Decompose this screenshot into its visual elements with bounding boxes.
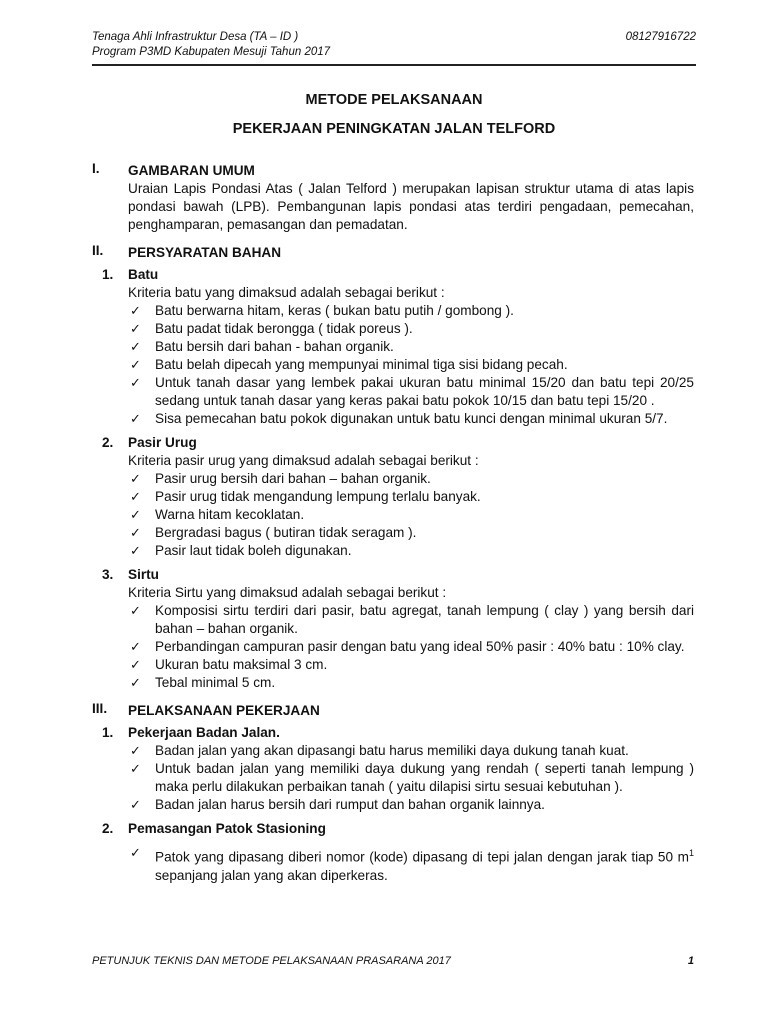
footer-text: PETUNJUK TEKNIS DAN METODE PELAKSANAAN PRASARANA 2017	[92, 955, 451, 967]
document-title: METODE PELAKSANAAN	[305, 92, 483, 108]
check-icon: ✓	[130, 303, 141, 318]
superscript: 1	[688, 848, 694, 858]
subsection-number: 1.	[102, 725, 114, 740]
list-item: ✓ Badan jalan harus bersih dari rumput dan bahan organik lainnya.	[130, 797, 545, 812]
list-item: ✓ Pasir laut tidak boleh digunakan.	[130, 543, 352, 558]
subsection-number: 2.	[102, 435, 114, 450]
section-number: III.	[92, 701, 108, 716]
list-item: ✓ Batu bersih dari bahan - bahan organik.	[130, 339, 394, 354]
check-icon: ✓	[130, 761, 141, 776]
check-icon: ✓	[130, 797, 141, 812]
list-item: ✓ Komposisi sirtu terdiri dari pasir, batu agregat, tanah lempung ( clay ) yang bersih dari bahan – bahan organik.	[130, 603, 694, 636]
page-footer	[92, 955, 694, 967]
check-icon: ✓	[130, 321, 141, 336]
check-icon: ✓	[130, 471, 141, 486]
check-icon: ✓	[130, 525, 141, 540]
check-icon: ✓	[130, 489, 141, 504]
subsection-patok-stasioning	[0, 820, 768, 885]
checklist	[0, 742, 768, 814]
page-header	[92, 30, 696, 60]
checklist	[0, 602, 768, 692]
list-item: ✓ Untuk tanah dasar yang lembek pakai ukuran batu minimal 15/20 dan batu tepi 20/25 sedang untuk tanah dasar yang keras pakai batu pokok 10/15 dan batu tepi 15/20 .	[130, 375, 694, 408]
header-program: Program P3MD Kabupaten Mesuji Tahun 2017	[92, 46, 331, 58]
list-item: ✓ Sisa pemecahan batu pokok digunakan untuk batu kunci dengan minimal ukuran 5/7.	[130, 411, 668, 426]
subsection-number: 3.	[102, 567, 114, 582]
subsection-title: Pekerjaan Badan Jalan.	[128, 725, 280, 740]
section-gambaran-umum	[0, 160, 768, 234]
list-item: ✓ Patok yang dipasang diberi nomor (kode) dipasang di tepi jalan dengan jarak tiap 50 $m^1$ sepanjang jalan yang akan diperkeras.	[130, 845, 694, 883]
section-pelaksanaan-pekerjaan	[0, 700, 768, 885]
check-icon: ✓	[130, 339, 141, 354]
check-icon: ✓	[130, 743, 141, 758]
subsection-title: Pemasangan Patok Stasioning	[128, 821, 326, 836]
subsection-title: Pasir Urug	[128, 435, 197, 450]
checklist	[0, 302, 768, 428]
section-title: PERSYARATAN BAHAN	[128, 245, 282, 260]
list-item: ✓ Tebal minimal 5 cm.	[130, 675, 276, 690]
subsection-number: 2.	[102, 821, 114, 836]
checklist	[0, 470, 768, 560]
page-number: 1	[687, 955, 694, 967]
list-item: ✓ Pasir urug bersih dari bahan – bahan organik.	[130, 471, 431, 486]
check-icon: ✓	[130, 411, 141, 426]
header-role: Tenaga Ahli Infrastruktur Desa (TA – ID )	[92, 31, 299, 43]
check-icon: ✓	[130, 639, 141, 654]
check-icon: ✓	[130, 675, 141, 690]
list-item: ✓ Pasir urug tidak mengandung lempung terlalu banyak.	[130, 489, 481, 504]
check-icon: ✓	[130, 543, 141, 558]
check-icon: ✓	[130, 375, 141, 390]
list-item: ✓ Bergradasi bagus ( butiran tidak seragam ).	[130, 525, 417, 540]
header-divider	[92, 64, 696, 66]
list-item: ✓ Warna hitam kecoklatan.	[130, 507, 305, 522]
header-phone: 08127916722	[625, 31, 696, 43]
list-item: ✓ Batu berwarna hitam, keras ( bukan batu putih / gombong ).	[130, 303, 514, 318]
subsection-title: Batu	[128, 267, 159, 282]
subsection-intro: Kriteria pasir urug yang dimaksud adalah sebagai berikut :	[128, 453, 479, 468]
check-icon: ✓	[130, 845, 141, 860]
subsection-batu	[0, 266, 768, 428]
subsection-intro: Kriteria Sirtu yang dimaksud adalah sebagai berikut :	[128, 585, 447, 600]
check-icon: ✓	[130, 657, 141, 672]
list-item: ✓ Batu belah dipecah yang mempunyai minimal tiga sisi bidang pecah.	[130, 357, 568, 372]
section-persyaratan-bahan	[0, 242, 768, 692]
check-icon: ✓	[130, 603, 141, 618]
list-item: ✓ Ukuran batu maksimal 3 cm.	[130, 657, 328, 672]
subsection-pasir-urug	[0, 434, 768, 560]
document-body	[0, 160, 768, 893]
section-number: I.	[92, 161, 100, 176]
subsection-title: Sirtu	[128, 567, 159, 582]
document-subtitle: PEKERJAAN PENINGKATAN JALAN TELFORD	[232, 121, 556, 137]
subsection-intro: Kriteria batu yang dimaksud adalah sebagai berikut :	[128, 285, 445, 300]
subsection-sirtu	[0, 566, 768, 692]
check-icon: ✓	[130, 357, 141, 372]
list-item: ✓ Batu padat tidak berongga ( tidak poreus ).	[130, 321, 413, 336]
checklist	[0, 844, 768, 885]
list-item: ✓ Perbandingan campuran pasir dengan batu yang ideal 50% pasir : 40% batu : 10% clay.	[130, 639, 685, 654]
subsection-badan-jalan	[0, 724, 768, 814]
section-number: II.	[92, 243, 104, 258]
section-title: GAMBARAN UMUM	[128, 163, 255, 178]
check-icon: ✓	[130, 507, 141, 522]
list-item: ✓ Badan jalan yang akan dipasangi batu harus memiliki daya dukung tanah kuat.	[130, 743, 629, 758]
section-title: PELAKSANAAN PEKERJAAN	[128, 703, 320, 718]
subsection-number: 1.	[102, 267, 114, 282]
section-paragraph: Uraian Lapis Pondasi Atas ( Jalan Telford ) merupakan lapisan struktur utama di atas lapis pondasi bawah (LPB). Pembangunan lapis pondasi atas terdiri pengadaan, pemecahan, penghamparan, pemasangan dan pemadatan.	[128, 181, 694, 232]
list-item: ✓ Untuk badan jalan yang memiliki daya dukung yang rendah ( seperti tanah lempung ) maka perlu dilakukan perbaikan tanah ( yaitu dilapisi sirtu sesuai kebutuhan ).	[130, 761, 694, 794]
